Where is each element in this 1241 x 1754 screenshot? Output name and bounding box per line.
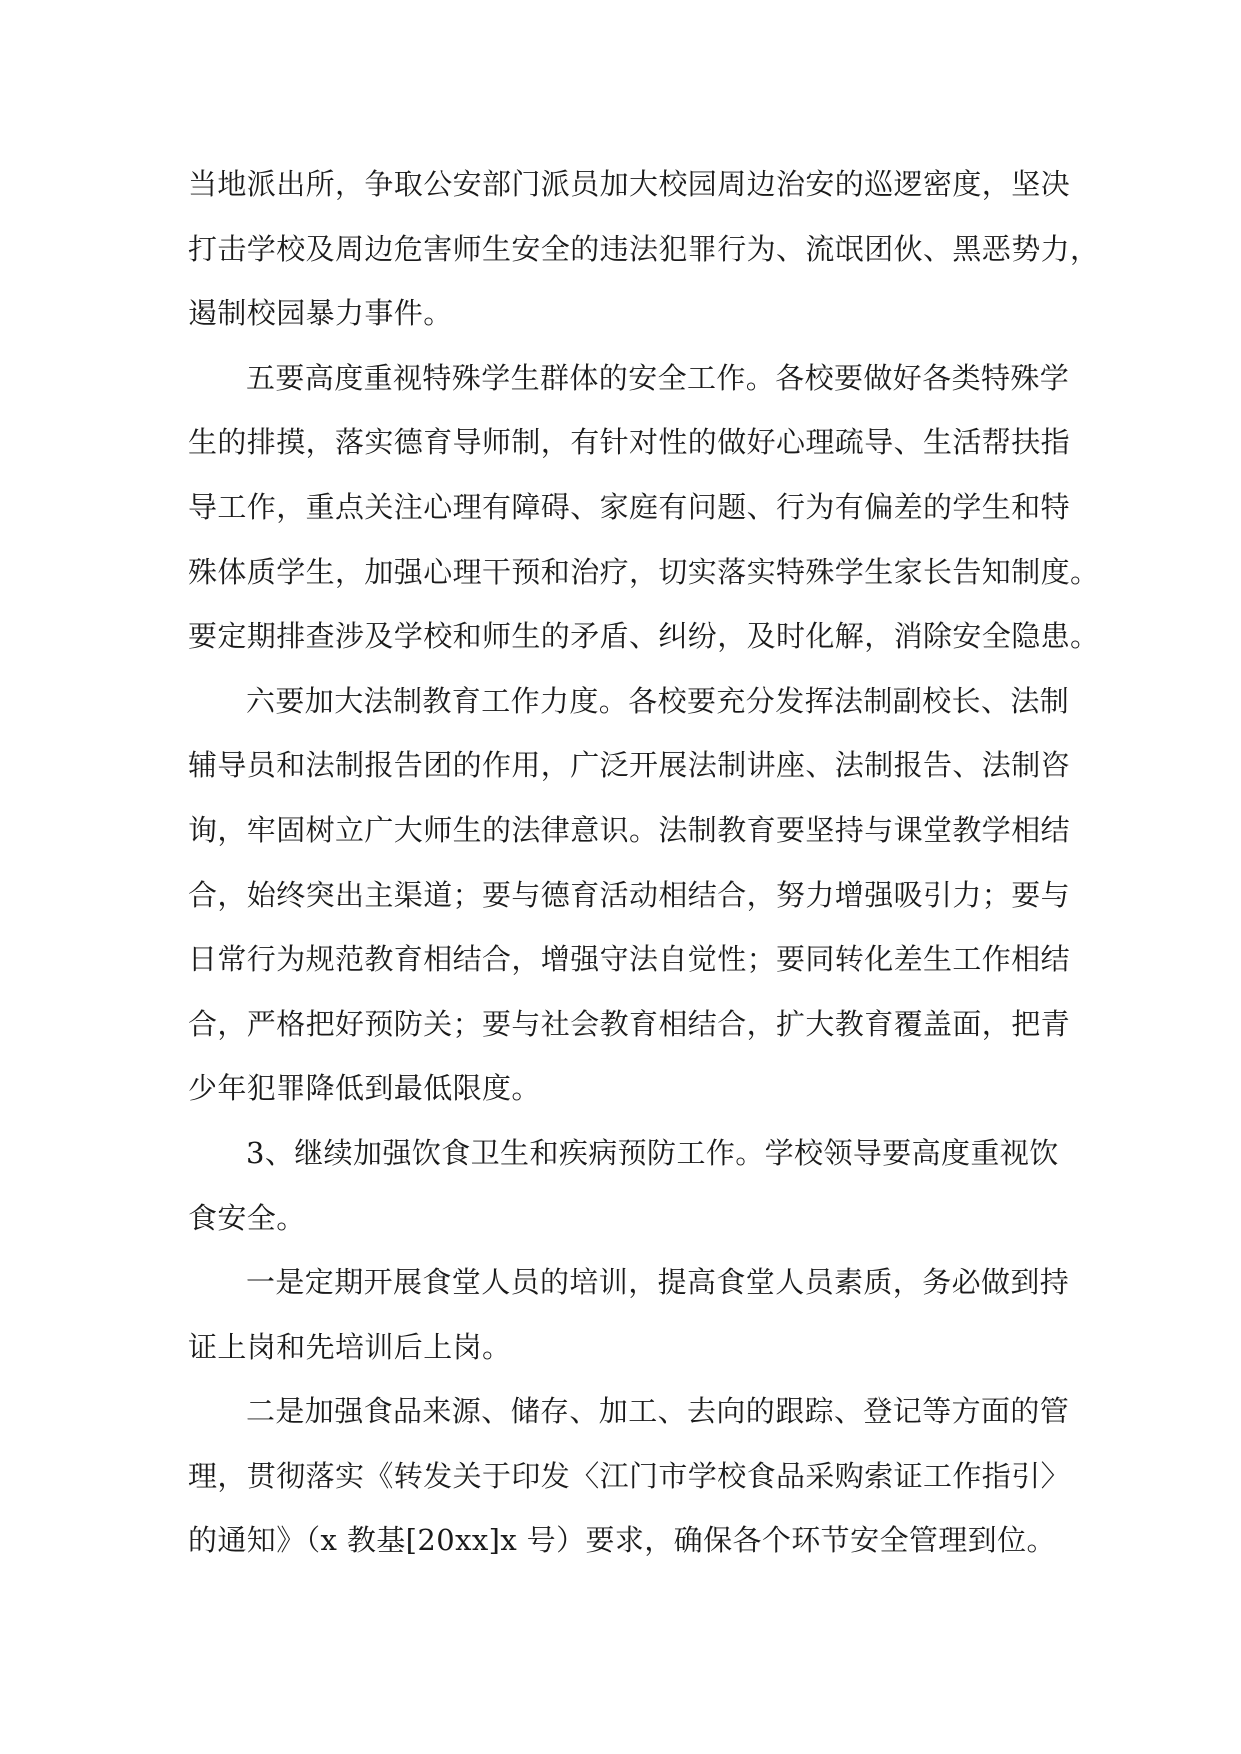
paragraph-start-line: 3、继续加强饮食卫生和疾病预防工作。学校领导要高度重视饮 [246, 1135, 1059, 1170]
text-line: 合，始终突出主渠道；要与德育活动相结合，努力增强吸引力；要与 [188, 877, 1071, 912]
text-line: 日常行为规范教育相结合，增强守法自觉性；要同转化差生工作相结 [188, 942, 1071, 977]
text-line: 询，牢固树立广大师生的法律意识。法制教育要坚持与课堂教学相结 [188, 812, 1071, 847]
text-line: 生的排摸，落实德育导师制，有针对性的做好心理疏导、生活帮扶指 [188, 425, 1071, 460]
text-line: 的通知》（x 教基[20xx]x 号）要求，确保各个环节安全管理到位。 [188, 1523, 1056, 1558]
paragraph-start-line: 六要加大法制教育工作力度。各校要充分发挥法制副校长、法制 [246, 683, 1070, 718]
text-line: 辅导员和法制报告团的作用，广泛开展法制讲座、法制报告、法制咨 [188, 748, 1071, 783]
paragraph-start-line: 一是定期开展食堂人员的培训，提高食堂人员素质，务必做到持 [246, 1265, 1070, 1300]
text-line: 理，贯彻落实《转发关于印发〈江门市学校食品采购索证工作指引〉 [188, 1458, 1071, 1493]
text-line: 要定期排查涉及学校和师生的矛盾、纠纷，及时化解，消除安全隐患。 [188, 619, 1100, 654]
text-line: 打击学校及周边危害师生安全的违法犯罪行为、流氓团伙、黑恶势力， [188, 231, 1100, 266]
text-line: 少年犯罪降低到最低限度。 [188, 1071, 541, 1106]
paragraph-start-line: 五要高度重视特殊学生群体的安全工作。各校要做好各类特殊学 [246, 360, 1070, 395]
text-line: 合，严格把好预防关；要与社会教育相结合，扩大教育覆盖面，把青 [188, 1006, 1071, 1041]
text-line: 殊体质学生，加强心理干预和治疗，切实落实特殊学生家长告知制度。 [188, 554, 1100, 589]
text-line: 证上岗和先培训后上岗。 [188, 1329, 512, 1364]
text-line: 导工作，重点关注心理有障碍、家庭有问题、行为有偏差的学生和特 [188, 489, 1071, 524]
text-line: 当地派出所，争取公安部门派员加大校园周边治安的巡逻密度，坚决 [188, 167, 1071, 201]
text-line: 食安全。 [188, 1200, 306, 1235]
document-body [188, 152, 1100, 1573]
text-line: 遏制校园暴力事件。 [188, 296, 453, 331]
paragraph-start-line: 二是加强食品来源、储存、加工、去向的跟踪、登记等方面的管 [246, 1394, 1070, 1429]
